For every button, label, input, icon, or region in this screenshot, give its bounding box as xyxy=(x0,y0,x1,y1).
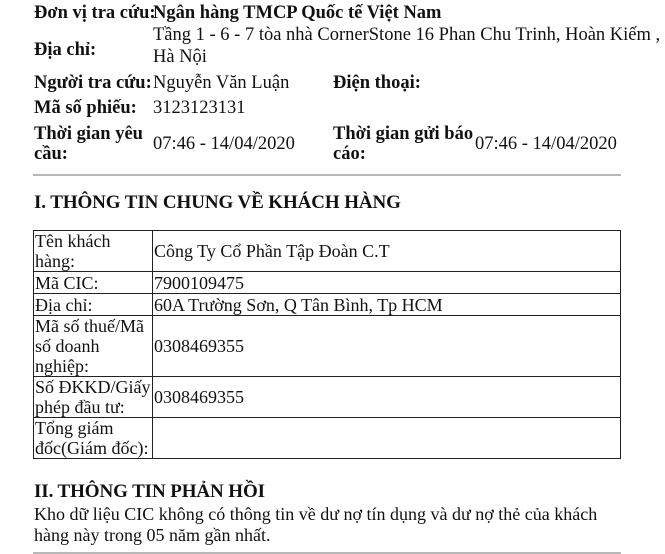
row-label: Mã số thuế/Mã số doanh nghiệp: xyxy=(34,316,153,377)
report-time-value: 07:46 - 14/04/2020 xyxy=(475,134,617,154)
row-label: Tổng giám đốc(Giám đốc): xyxy=(34,418,153,459)
searcher-value: Nguyễn Văn Luận xyxy=(153,73,290,93)
request-time-label: Thời gian yêu cầu: xyxy=(34,124,143,164)
row-label: Địa chỉ: xyxy=(34,294,153,316)
row-label: Mã CIC: xyxy=(34,272,153,294)
report-time-label: Thời gian gửi báo cáo: xyxy=(333,124,474,164)
row-value xyxy=(153,418,621,459)
address-label: Địa chỉ: xyxy=(34,40,97,60)
table-row xyxy=(34,377,621,418)
table-row xyxy=(34,294,621,316)
request-time-value: 07:46 - 14/04/2020 xyxy=(153,134,295,154)
row-value: 7900109475 xyxy=(153,272,621,294)
row-label: Số ĐKKD/Giấy phép đầu tư: xyxy=(35,377,151,417)
feedback-text: Kho dữ liệu CIC không có thông tin về dư nợ tín dụng và dư nợ thẻ của khách hàng này trong 05 năm gần nhất. xyxy=(34,504,598,545)
header-divider xyxy=(33,174,621,176)
phone-label: Điện thoại: xyxy=(333,73,421,93)
table-row xyxy=(34,231,621,272)
row-value: 60A Trường Sơn, Q Tân Bình, Tp HCM xyxy=(153,294,621,316)
ticket-label: Mã số phiếu: xyxy=(34,98,137,118)
unit-value: Ngân hàng TMCP Quốc tế Việt Nam xyxy=(153,3,442,23)
table-row xyxy=(34,418,621,459)
table-row xyxy=(34,272,621,294)
unit-label: Đơn vị tra cứu: xyxy=(34,3,156,23)
row-value: 0308469355 xyxy=(153,377,621,418)
address-value-line1: Tầng 1 - 6 - 7 tòa nhà CornerStone 16 Phan Chu Trinh, Hoàn Kiếm , xyxy=(153,25,661,45)
section2-title: II. THÔNG TIN PHẢN HỒI xyxy=(34,481,265,502)
row-value: Công Ty Cổ Phần Tập Đoàn C.T xyxy=(153,231,621,272)
table-row xyxy=(34,316,621,377)
section1-title: I. THÔNG TIN CHUNG VỀ KHÁCH HÀNG xyxy=(34,192,401,213)
address-value-line2: Hà Nội xyxy=(153,47,207,67)
row-label: Tên khách hàng: xyxy=(34,231,153,272)
ticket-value: 3123123131 xyxy=(153,98,246,118)
row-value: 0308469355 xyxy=(153,316,621,377)
customer-info-table xyxy=(33,230,621,459)
searcher-label: Người tra cứu: xyxy=(34,73,152,93)
